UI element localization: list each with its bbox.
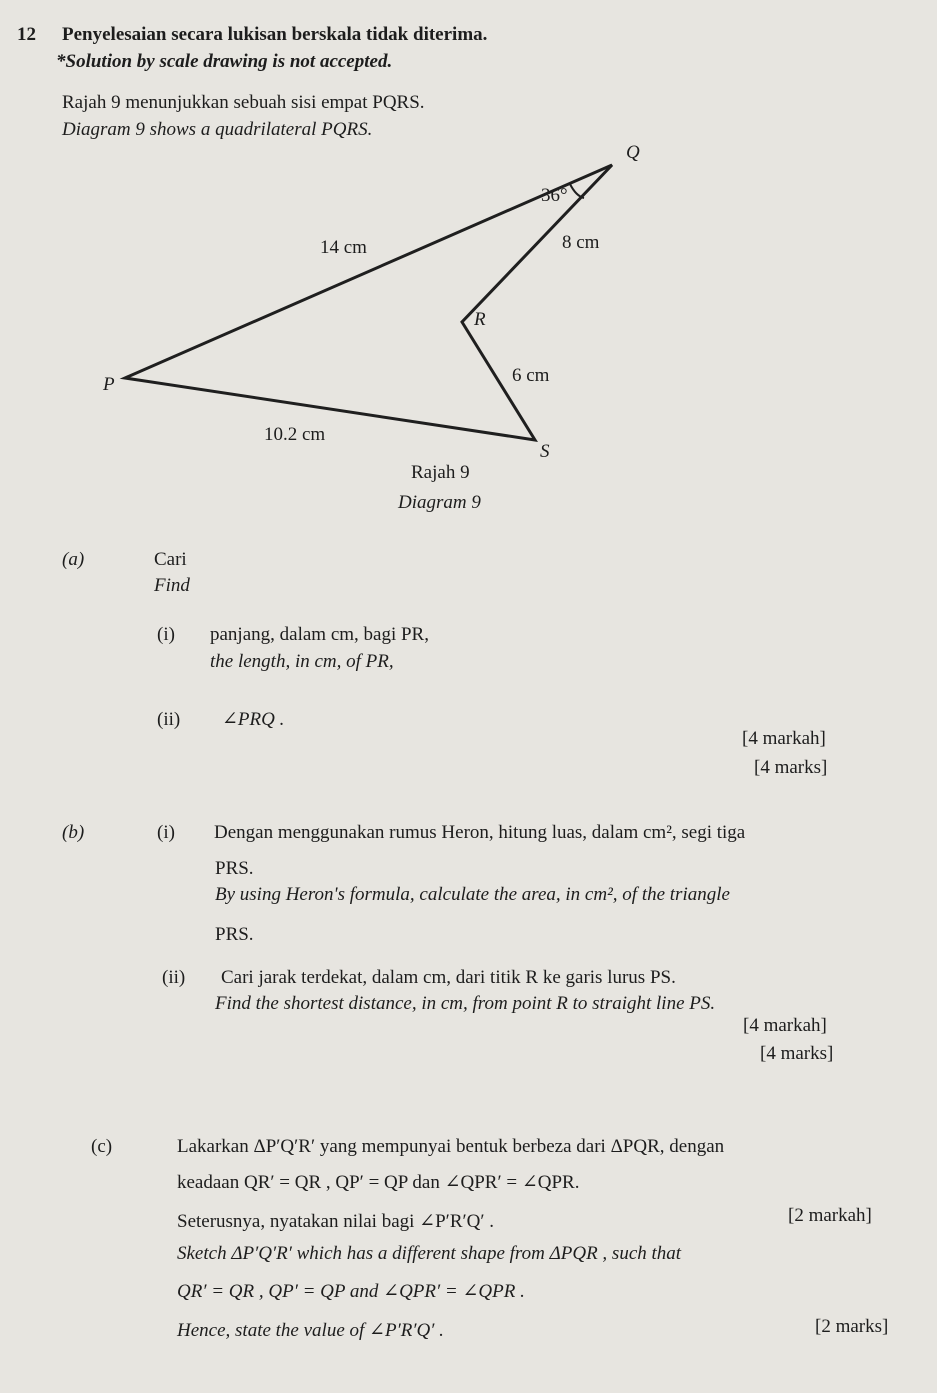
part-b-i-label: (i) <box>157 822 175 843</box>
question-number: 12 <box>17 24 36 45</box>
part-a-find-english: Find <box>154 575 190 596</box>
part-a-label: (a) <box>62 549 85 570</box>
part-b-marks-malay: [4 markah] <box>743 1015 827 1036</box>
part-a-i-malay: panjang, dalam cm, bagi PR, <box>210 624 429 645</box>
part-c-english-line2: QR′ = QR , QP′ = QP and ∠QPR′ = ∠QPR . <box>177 1281 525 1302</box>
part-b-i-malay-line1: Dengan menggunakan rumus Heron, hitung luas, dalam cm², segi tiga <box>214 822 746 843</box>
part-a-marks-english: [4 marks] <box>754 757 828 778</box>
length-pq-label: 14 cm <box>320 237 367 258</box>
part-b-marks-english: [4 marks] <box>760 1043 834 1064</box>
part-b-i-malay-line2: PRS. <box>215 858 254 879</box>
part-c-marks-english: [2 marks] <box>815 1316 889 1337</box>
part-c-malay-line2: keadaan QR′ = QR , QP′ = QP dan ∠QPR′ = ∠QPR. <box>177 1172 580 1193</box>
part-b-ii-malay: Cari jarak terdekat, dalam cm, dari titik R ke garis lurus PS. <box>221 967 676 988</box>
title-malay: Penyelesaian secara lukisan berskala tidak diterima. <box>62 24 488 45</box>
part-a-marks-malay: [4 markah] <box>742 728 826 749</box>
angle-q-label: 36° <box>541 185 568 206</box>
intro-english: Diagram 9 shows a quadrilateral PQRS. <box>62 119 373 140</box>
diagram-caption-english: Diagram 9 <box>398 492 481 513</box>
part-c-malay-line1: Lakarkan ΔP′Q′R′ yang mempunyai bentuk berbeza dari ΔPQR, dengan <box>177 1136 725 1157</box>
vertex-s-label: S <box>540 441 550 462</box>
length-rs-label: 6 cm <box>512 365 550 386</box>
length-qr-label: 8 cm <box>562 232 600 253</box>
part-a-ii-text: ∠PRQ . <box>222 709 285 730</box>
part-b-i-english-line2: PRS. <box>215 924 254 945</box>
part-b-label: (b) <box>62 822 85 843</box>
part-c-marks-malay: [2 markah] <box>788 1205 872 1226</box>
part-c-label: (c) <box>91 1136 113 1157</box>
quadrilateral-pqrs <box>125 165 612 440</box>
part-a-ii-label: (ii) <box>157 709 181 730</box>
part-b-i-english-line1: By using Heron's formula, calculate the area, in cm², of the triangle <box>215 884 730 905</box>
part-c-english-line1: Sketch ΔP′Q′R′ which has a different shape from ΔPQR , such that <box>177 1243 682 1264</box>
diagram-caption-malay: Rajah 9 <box>411 462 470 483</box>
part-c-malay-line3: Seterusnya, nyatakan nilai bagi ∠P′R′Q′ . <box>177 1211 495 1232</box>
intro-malay: Rajah 9 menunjukkan sebuah sisi empat PQRS. <box>62 92 425 113</box>
length-ps-label: 10.2 cm <box>264 424 326 445</box>
part-b-ii-label: (ii) <box>162 967 186 988</box>
vertex-r-label: R <box>474 309 486 330</box>
title-english: *Solution by scale drawing is not accepted. <box>56 51 393 72</box>
part-c-english-line3: Hence, state the value of ∠P′R′Q′ . <box>177 1320 444 1341</box>
part-a-i-english: the length, in cm, of PR, <box>210 651 394 672</box>
part-a-i-label: (i) <box>157 624 175 645</box>
vertex-q-label: Q <box>626 142 640 163</box>
part-b-ii-english: Find the shortest distance, in cm, from point R to straight line PS. <box>215 993 716 1014</box>
vertex-p-label: P <box>103 374 115 395</box>
quadrilateral-diagram <box>0 130 937 520</box>
part-a-find-malay: Cari <box>154 549 187 570</box>
